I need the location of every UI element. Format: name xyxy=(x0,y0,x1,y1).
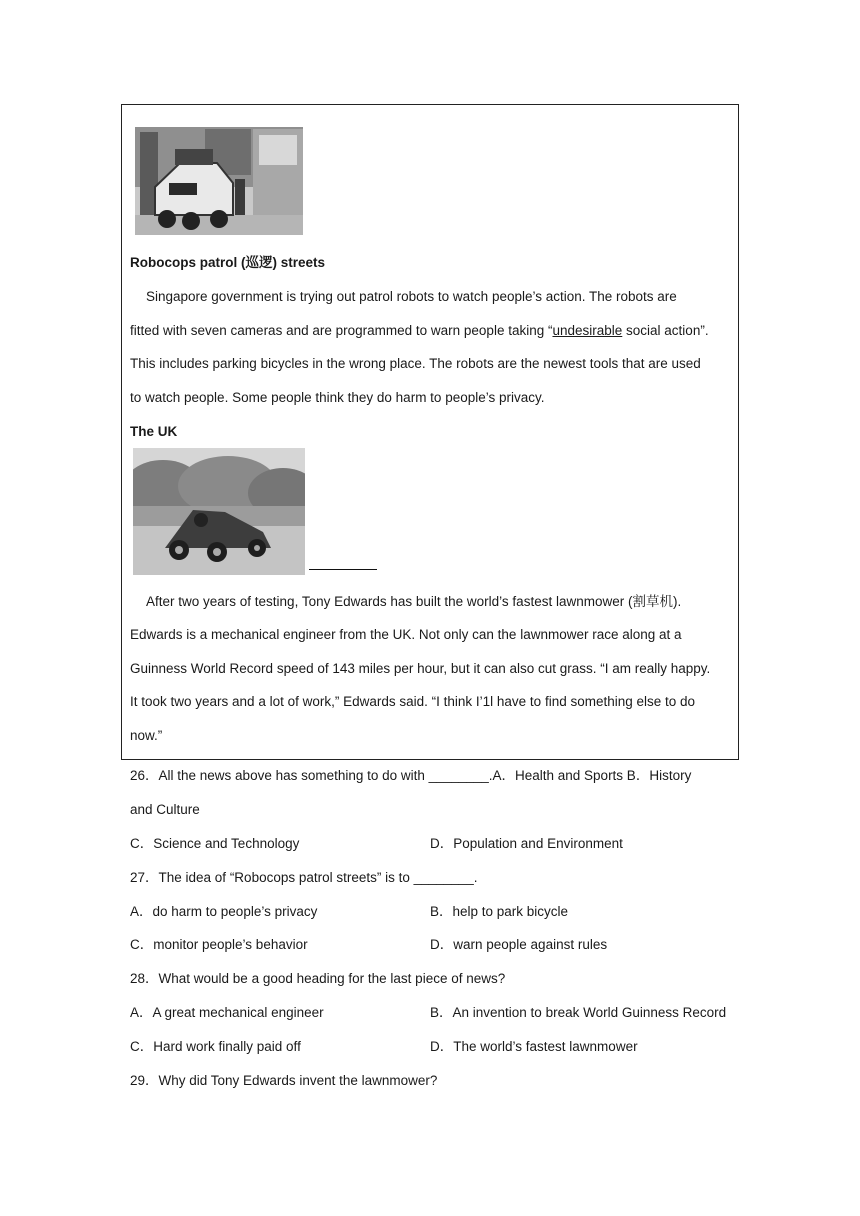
question-26-stem: 26．All the news above has something to do with ________.A．Health and Sports B．History xyxy=(130,768,692,783)
answer-blank xyxy=(309,569,377,570)
paragraph-line: It took two years and a lot of work,” Edwards said. “I think I’1l have to find something else to do xyxy=(130,694,696,709)
article-heading-robocops: Robocops patrol (巡逻) streets xyxy=(130,255,326,270)
article-heading-uk: The UK xyxy=(130,424,178,439)
option-27-d: D．warn people against rules xyxy=(430,937,608,952)
paragraph-line: now.” xyxy=(130,728,163,743)
option-27-b: B．help to park bicycle xyxy=(430,904,569,919)
paragraph-line: Edwards is a mechanical engineer from the UK. Not only can the lawnmower race along at a xyxy=(130,627,682,642)
option-28-c: C．Hard work finally paid off xyxy=(130,1039,301,1054)
option-26-c: C．Science and Technology xyxy=(130,836,300,851)
option-27-c: C．monitor people’s behavior xyxy=(130,937,308,952)
paragraph-line: to watch people. Some people think they do harm to people’s privacy. xyxy=(130,390,545,405)
paragraph-line: Singapore government is trying out patrol robots to watch people’s action. The robots are xyxy=(146,289,677,304)
question-29-stem: 29．Why did Tony Edwards invent the lawnmower? xyxy=(130,1073,438,1088)
paragraph-line: Guinness World Record speed of 143 miles per hour, but it can also cut grass. “I am really happy. xyxy=(130,661,711,676)
question-26-stem-cont: and Culture xyxy=(130,802,200,817)
option-28-a: A．A great mechanical engineer xyxy=(130,1005,324,1020)
option-28-b: B．An invention to break World Guinness Record xyxy=(430,1005,727,1020)
paragraph-line: This includes parking bicycles in the wrong place. The robots are the newest tools that are used xyxy=(130,356,701,371)
paragraph-line: After two years of testing, Tony Edwards has built the world’s fastest lawnmower (割草机). xyxy=(146,594,682,609)
paragraph-line: fitted with seven cameras and are programmed to warn people taking “undesirable social action”. xyxy=(130,323,709,338)
question-27-stem: 27．The idea of “Robocops patrol streets” is to ________. xyxy=(130,870,478,885)
option-27-a: A．do harm to people’s privacy xyxy=(130,904,318,919)
option-28-d: D．The world’s fastest lawnmower xyxy=(430,1039,638,1054)
question-28-stem: 28．What would be a good heading for the last piece of news? xyxy=(130,971,506,986)
patrol-robot-photo xyxy=(135,127,303,235)
underlined-word: undesirable xyxy=(552,323,623,338)
racing-lawnmower-photo xyxy=(133,448,305,575)
option-26-d: D．Population and Environment xyxy=(430,836,623,851)
